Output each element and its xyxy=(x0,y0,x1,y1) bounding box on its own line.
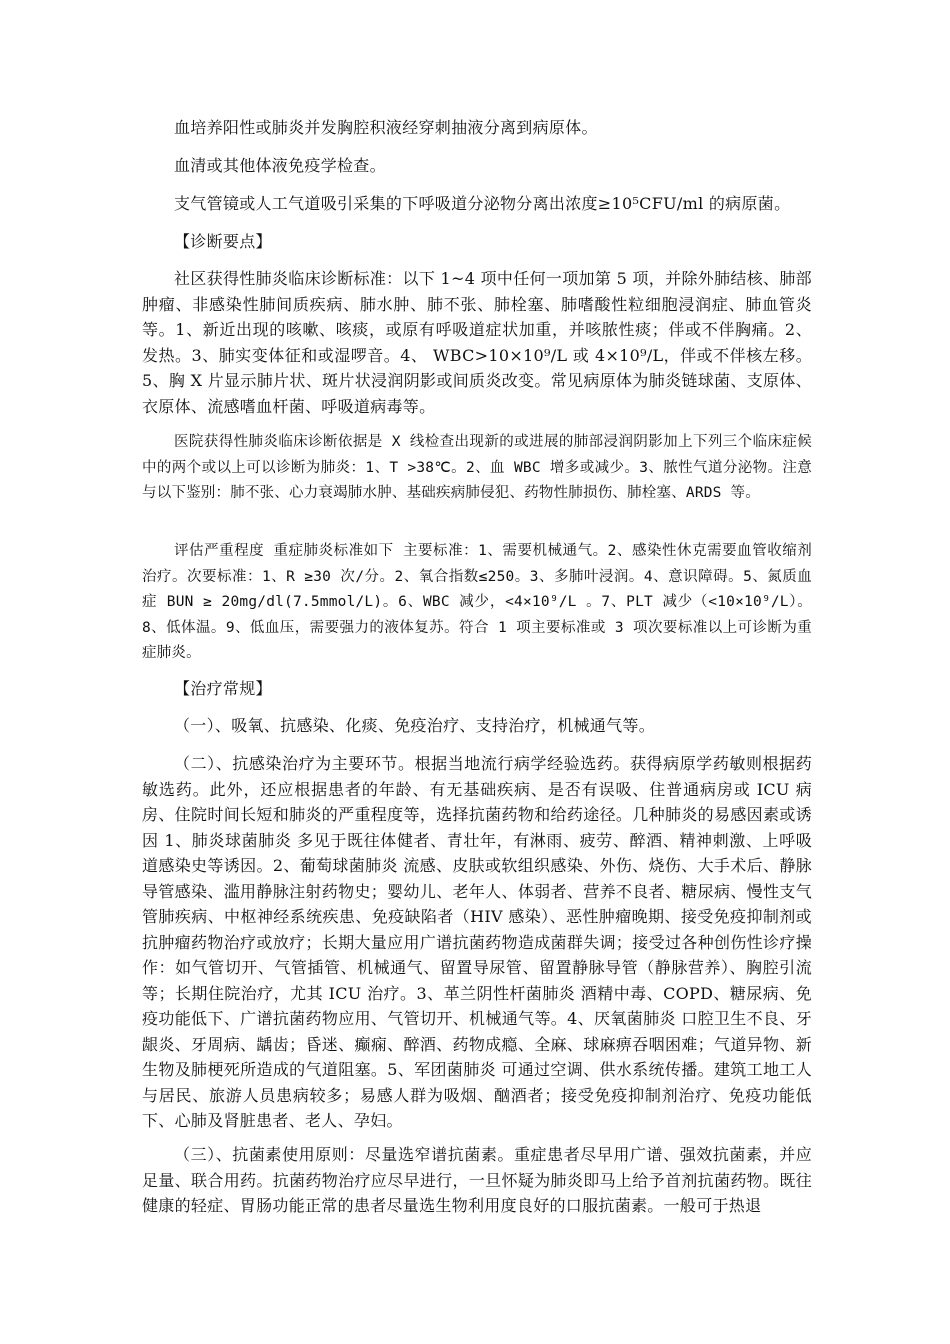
paragraph-serum-test: 血清或其他体液免疫学检查。 xyxy=(174,156,386,175)
paragraph-treatment-1: （一）、吸氧、抗感染、化痰、免疫治疗、支持治疗，机械通气等。 xyxy=(174,716,656,735)
paragraph-treatment-3: （三）、抗菌素使用原则：尽量选窄谱抗菌素。重症患者尽早用广谱、强效抗菌素，并应足量、联合用药。抗菌药物治疗应尽早进行，一旦怀疑为肺炎即马上给予首剂抗菌药物。既往健康的轻症、胃肠功能正常的患者尽量选生物利用度良好的口服抗菌素。一般可于热退 xyxy=(142,1145,812,1215)
paragraph-hap-criteria: 医院获得性肺炎临床诊断依据是 X 线检查出现新的或进展的肺部浸润阴影加上下列三个临床症候中的两个或以上可以诊断为肺炎：1、T >38℃。2、血 WBC 增多或减少。3、脓性气道分泌物。注意与以下鉴别：肺不张、心力衰竭肺水肿、基础疾病肺侵犯、药物性肺损伤、肺栓塞、ARDS 等。 xyxy=(142,434,812,501)
paragraph-cap-criteria: 社区获得性肺炎临床诊断标准：以下 1~4 项中任何一项加第 5 项，并除外肺结核、肺部肿瘤、非感染性肺间质疾病、肺水肿、肺不张、肺栓塞、肺嗜酸性粒细胞浸润症、肺血管炎等。1、新近出现的咳嗽、咳痰，或原有呼吸道症状加重，并咳脓性痰；伴或不伴胸痛。2、发热。3、肺实变体征和或湿啰音。4、 WBC>10×10⁹/L 或 4×10⁹/L，伴或不伴核左移。5、胸 X 片显示肺片状、斑片状浸润阴影或间质炎改变。常见病原体为肺炎链球菌、支原体、衣原体、流感嗜血杆菌、呼吸道病毒等。 xyxy=(142,269,812,416)
paragraph-severity-criteria: 评估严重程度 重症肺炎标准如下 主要标准：1、需要机械通气。2、感染性休克需要血管收缩剂治疗。次要标准：1、R ≥30 次/分。2、氧合指数≤250。3、多肺叶浸润。4、意识障碍。5、氮质血症 BUN ≥ 20mg/dl(7.5mmol/L)。6、WBC 减少，<4×10⁹/L 。7、PLT 减少（<10×10⁹/L）。8、低体温。9、低血压，需要强力的液体复苏。符合 1 项主要标准或 3 项次要标准以上可诊断为重症肺炎。 xyxy=(142,543,812,661)
paragraph-bronchoscope: 支气管镜或人工气道吸引采集的下呼吸道分泌物分离出浓度≥10⁵CFU/ml 的病原菌。 xyxy=(174,194,791,213)
heading-diagnosis-points: 【诊断要点】 xyxy=(174,232,272,251)
heading-treatment-routine: 【治疗常规】 xyxy=(174,679,272,698)
paragraph-treatment-2: （二）、抗感染治疗为主要环节。根据当地流行病学经验选药。获得病原学药敏则根据药敏选药。此外，还应根据患者的年龄、有无基础疾病、是否有误吸、住普通病房或 ICU 病房、住院时间长短和肺炎的严重程度等，选择抗菌药物和给药途径。几种肺炎的易感因素或诱因 1、肺炎球菌肺炎 多见于既往体健者、青壮年，有淋雨、疲劳、醉酒、精神刺激、上呼吸道感染史等诱因。2、葡萄球菌肺炎 流感、皮肤或软组织感染、外伤、烧伤、大手术后、静脉导管感染、滥用静脉注射药物史；婴幼儿、老年人、体弱者、营养不良者、糖尿病、慢性支气管肺疾病、中枢神经系统疾患、免疫缺陷者（HIV 感染）、恶性肿瘤晚期、接受免疫抑制剂或抗肿瘤药物治疗或放疗；长期大量应用广谱抗菌药物造成菌群失调；接受过各种创伤性诊疗操作：如气管切开、气管插管、机械通气、留置导尿管、留置静脉导管（静脉营养）、胸腔引流等；长期住院治疗，尤其 ICU 治疗。3、革兰阴性杆菌肺炎 酒精中毒、COPD、糖尿病、免疫功能低下、广谱抗菌药物应用、气管切开、机械通气等。4、厌氧菌肺炎 口腔卫生不良、牙龈炎、牙周病、龋齿；昏迷、癫痫、醉酒、药物成瘾、全麻、球麻痹吞咽困难；气道异物、新生物及肺梗死所造成的气道阻塞。5、军团菌肺炎 可通过空调、供水系统传播。建筑工地工人与居民、旅游人员患病较多；易感人群为吸烟、酗酒者；接受免疫抑制剂治疗、免疫功能低下、心肺及肾脏患者、老人、孕妇。 xyxy=(142,754,812,1130)
paragraph-blood-culture: 血培养阳性或肺炎并发胸腔积液经穿刺抽液分离到病原体。 xyxy=(174,118,598,137)
